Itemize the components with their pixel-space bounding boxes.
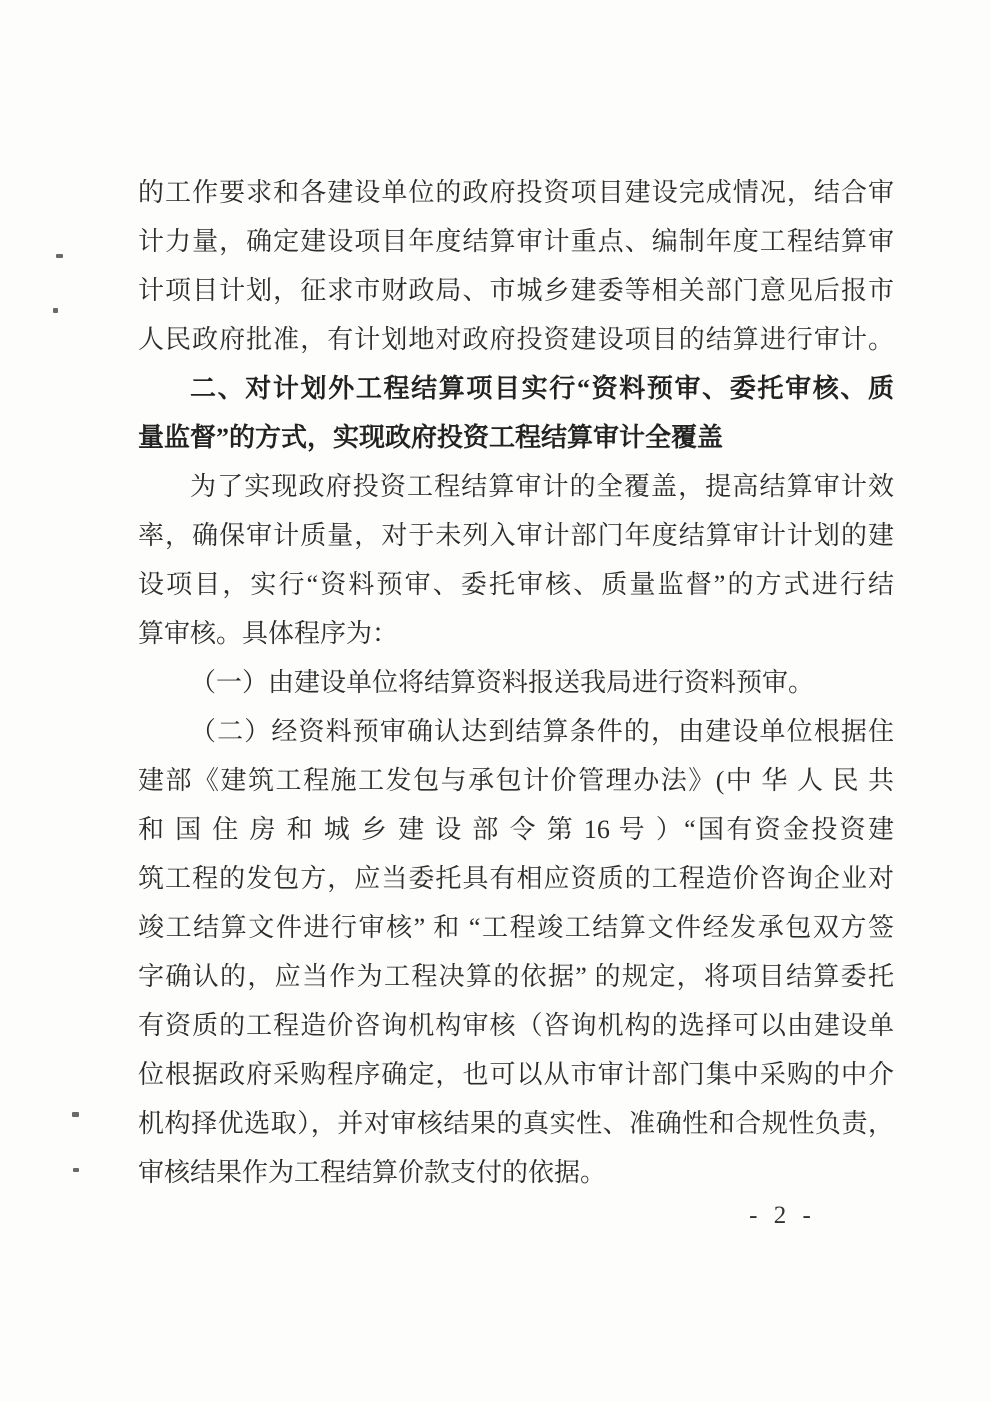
text-line: （二）经资料预审确认达到结算条件的，由建设单位根据住 (190, 717, 894, 746)
text-line: 有资质的工程造价咨询机构审核（咨询机构的选择可以由建设单 (138, 1011, 894, 1040)
text-line: 计项目计划，征求市财政局、市城乡建委等相关部门意见后报市 (138, 276, 894, 305)
scan-artifact-dot (73, 1168, 79, 1172)
text-line: 率，确保审计质量，对于未列入审计部门年度结算审计计划的建 (138, 521, 894, 550)
text-line: （一）由建设单位将结算资料报送我局进行资料预审。 (190, 668, 815, 697)
text-line: 算审核。具体程序为： (138, 619, 399, 648)
text-line: 竣工结算文件进行审核” 和 “工程竣工结算文件经发承包双方签 (138, 913, 894, 942)
text-line: 人民政府批准，有计划地对政府投资建设项目的结算进行审计。 (138, 325, 894, 354)
text-line: 量监督”的方式，实现政府投资工程结算审计全覆盖 (138, 423, 724, 452)
text-line: 二、对计划外工程结算项目实行“资料预审、委托审核、质 (190, 374, 894, 403)
scan-artifact-dot (53, 308, 58, 313)
text-line: 审核结果作为工程结算价款支付的依据。 (138, 1158, 607, 1187)
document-body (138, 168, 894, 1197)
text-line: 和 国 住 房 和 城 乡 建 设 部 令 第 16 号 ）“国有资金投资建 (138, 815, 894, 844)
text-line: 建部《建筑工程施工发包与承包计价管理办法》(中 华 人 民 共 (138, 766, 894, 795)
text-line: 筑工程的发包方，应当委托具有相应资质的工程造价咨询企业对 (138, 864, 894, 893)
text-line: 位根据政府采购程序确定，也可以从市审计部门集中采购的中介 (138, 1060, 894, 1089)
scan-artifact-dot (72, 1112, 79, 1117)
text-line: 的工作要求和各建设单位的政府投资项目建设完成情况，结合审 (138, 178, 894, 207)
text-line: 设项目，实行“资料预审、委托审核、质量监督”的方式进行结 (138, 570, 894, 599)
page-number: - 2 - (749, 1202, 811, 1229)
scan-artifact-dot (56, 254, 63, 258)
text-line: 字确认的，应当作为工程决算的依据” 的规定，将项目结算委托 (138, 962, 894, 991)
text-line: 为了实现政府投资工程结算审计的全覆盖，提高结算审计效 (190, 472, 894, 501)
text-line: 机构择优选取），并对审核结果的真实性、准确性和合规性负责， (138, 1109, 894, 1138)
text-line: 计力量，确定建设项目年度结算审计重点、编制年度工程结算审 (138, 227, 894, 256)
